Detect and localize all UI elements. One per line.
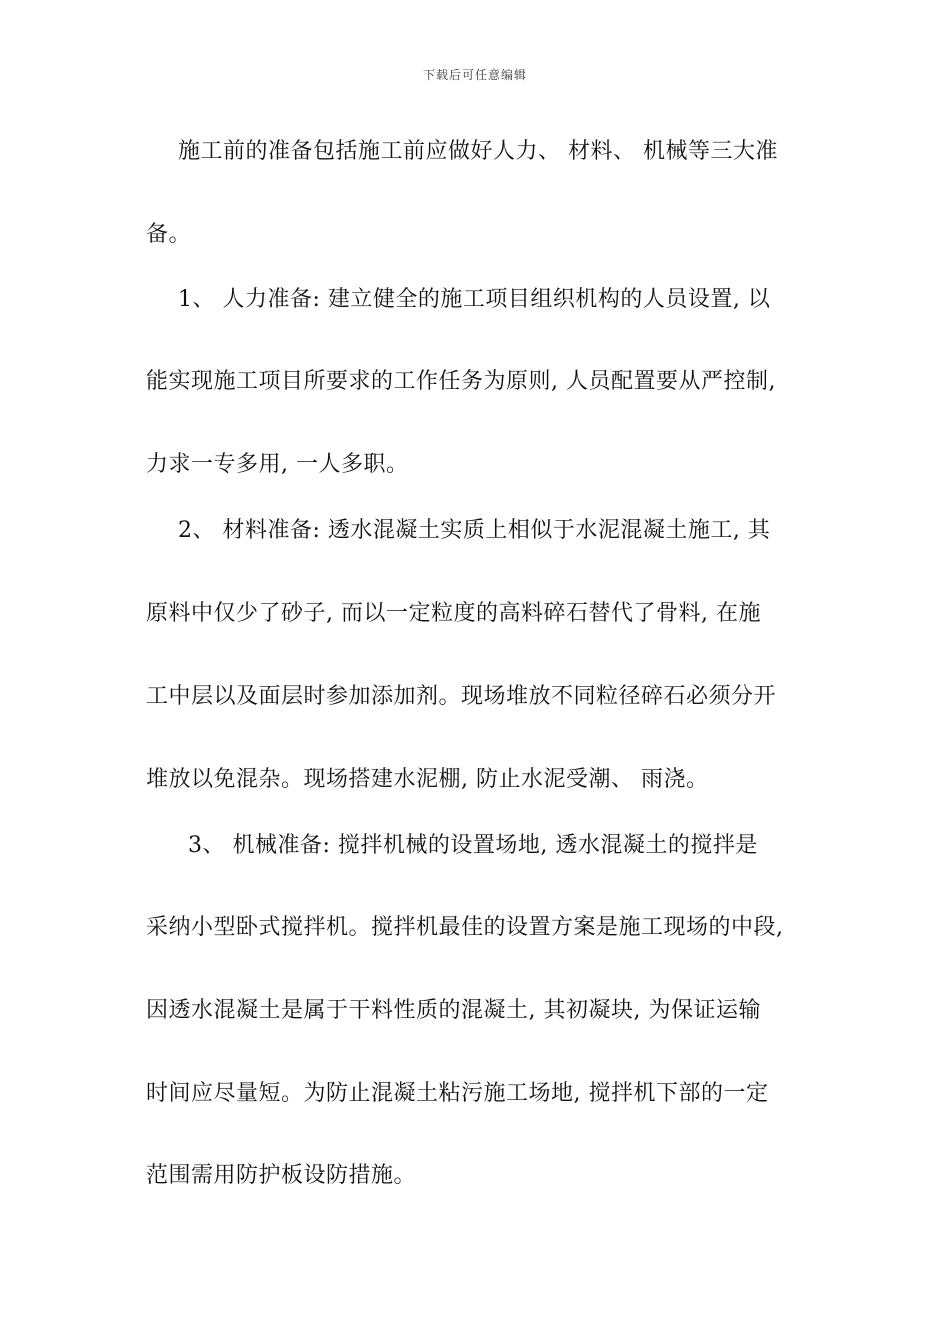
material-line-1: 2、 材料准备: 透水混凝土实质上相似于水泥混凝土施工, 其 [178, 518, 771, 543]
machinery-line-5: 范围需用防护板设防措施。 [146, 1163, 417, 1188]
machinery-line-1: 3、 机械准备: 搅拌机械的设置场地, 透水混凝土的搅拌是 [188, 833, 758, 858]
material-line-4: 堆放以免混杂。现场搭建水泥棚, 防止水泥受潮、 雨浇。 [146, 767, 709, 792]
machinery-line-4: 时间应尽量短。为防止混凝土粘污施工场地, 搅拌机下部的一定 [146, 1081, 769, 1106]
machinery-line-2: 采纳小型卧式搅拌机。搅拌机最佳的设置方案是施工现场的中段, [146, 915, 784, 940]
manpower-line-1: 1、 人力准备: 建立健全的施工项目组织机构的人员设置, 以 [178, 287, 771, 312]
intro-line-1: 施工前的准备包括施工前应做好人力、 材料、 机械等三大准 [178, 139, 778, 164]
page-header: 下载后可任意编辑 [422, 68, 527, 82]
material-line-2: 原料中仅少了砂子, 而以一定粒度的高料碎石替代了骨料, 在施 [146, 601, 761, 626]
manpower-line-2: 能实现施工项目所要求的工作任务为原则, 人员配置要从严控制, [146, 369, 776, 394]
intro-line-2: 备。 [146, 222, 192, 247]
machinery-line-3: 因透水混凝土是属于干料性质的混凝土, 其初凝块, 为保证运输 [146, 998, 761, 1023]
manpower-line-3: 力求一专多用, 一人多职。 [146, 452, 409, 477]
material-line-3: 工中层以及面层时参加添加剂。现场堆放不同粒径碎石必须分开 [146, 684, 777, 709]
